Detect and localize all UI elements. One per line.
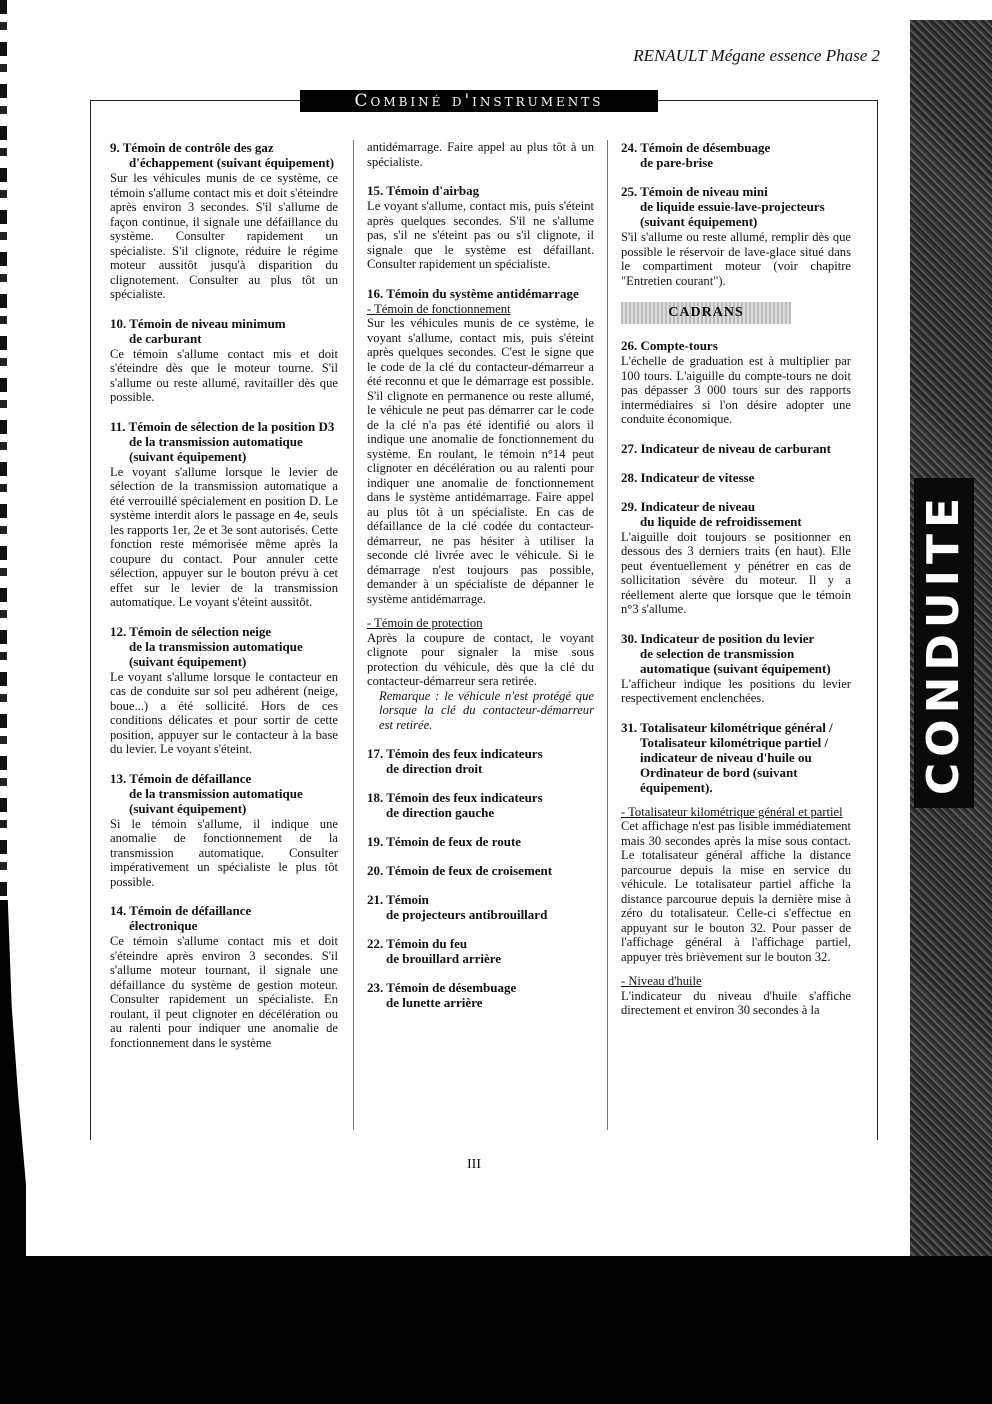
item-24 bbox=[621, 140, 851, 170]
item-body: Après la coupure de contact, le voyant clignote pour signaler la mise sous protection du véhicule, dès que la clé du contacteur-démarreur sera retirée. bbox=[367, 630, 594, 688]
item-body: Ce témoin s'allume contact mis et doit s'éteindre dès que le moteur tourne. S'il s'allume ou reste allumé, ravitailler dès que possible. bbox=[110, 346, 338, 404]
frame-right-rule bbox=[877, 100, 878, 1140]
item-title: 22. Témoin du feu bbox=[367, 936, 468, 951]
page-number: III bbox=[467, 1157, 481, 1172]
item-15 bbox=[367, 183, 594, 272]
item-subtitle: Totalisateur kilométrique partiel / indicateur de niveau d'huile ou Ordinateur de bord (suivant équipement). bbox=[640, 734, 829, 795]
item-10 bbox=[110, 316, 338, 405]
item-body: Le voyant s'allume, contact mis, puis s'éteint après quelques secondes. S'il ne s'allume pas, s'il ne s'éteint pas ou s'il clignote, il signale que le système est défaillant. Consulter rapidement un spécialiste. bbox=[367, 199, 594, 271]
item-title: 17. Témoin des feux indicateurs bbox=[367, 746, 543, 761]
frame-left-rule bbox=[90, 100, 91, 1140]
item-subtitle: de projecteurs antibrouillard bbox=[386, 907, 548, 922]
item-body: L'afficheur indique les positions du levier respectivement enclenchées. bbox=[621, 676, 851, 705]
item-13 bbox=[110, 771, 338, 890]
item-subtitle: de lunette arrière bbox=[386, 995, 483, 1010]
item-subheading: - Témoin de protection bbox=[367, 616, 483, 630]
item-body: Ce témoin s'allume contact mis et doit s'éteindre après environ 3 secondes. S'il s'allume moteur tournant, il signale une défaillance du système de gestion moteur. Consulter rapidement un spécialiste. En roulant, il peut clignoter en décélération ou au ralenti pour indiquer une anomalie de fonctionnement dans le système bbox=[110, 934, 338, 1050]
item-body: Le voyant s'allume lorsque le levier de sélection de la transmission automatique a été verrouillé spécialement en position D. Le système interdit alors le passage en 4e, seuls les rapports 1er, 2e et 3e sont autorisés. Cette fonction reste mémorisée même après la coupure du contact. Pour annuler cette sélection, appuyer sur le bouton prévu à cet effet sur le levier de la transmission automatique. Le voyant s'éteint aussitôt. bbox=[110, 464, 338, 609]
item-subtitle: de la transmission automatique (suivant équipement) bbox=[129, 433, 303, 464]
item-subtitle: de pare-brise bbox=[640, 155, 714, 170]
item-subheading: - Témoin de fonctionnement bbox=[367, 301, 511, 316]
column-divider bbox=[353, 140, 354, 1130]
item-subtitle: de selection de transmission automatique (suivant équipement) bbox=[640, 645, 831, 676]
continuation-text: antidémarrage. Faire appel au plus tôt à un spécialiste. bbox=[367, 140, 594, 169]
item-subtitle: de direction gauche bbox=[386, 805, 495, 820]
item-26 bbox=[621, 338, 851, 427]
item-subtitle: de carburant bbox=[129, 330, 202, 346]
item-body: L'échelle de graduation est à multiplier par 100 tours. L'aiguille du compte-tours ne doit pas dépasser 3 000 tours sur des rapports intermédiaires si l'on désire adopter une conduite économique. bbox=[621, 354, 851, 426]
column-divider bbox=[607, 140, 608, 1130]
item-23 bbox=[367, 980, 594, 1010]
item-title: 28. Indicateur de vitesse bbox=[621, 469, 755, 485]
item-body: S'il s'allume ou reste allumé, remplir dès que possible le réservoir de lave-glace situé dans le compartiment moteur (voir chapitre "Entretien courant"). bbox=[621, 230, 851, 288]
item-subheading: - Niveau d'huile bbox=[621, 974, 702, 988]
item-30 bbox=[621, 631, 851, 706]
item-subtitle: de direction droit bbox=[386, 761, 483, 776]
item-title: 20. Témoin de feux de croisement bbox=[367, 863, 553, 878]
section-title: Combiné d'instruments bbox=[300, 90, 658, 112]
item-title: 18. Témoin des feux indicateurs bbox=[367, 790, 543, 805]
item-9 bbox=[110, 140, 338, 302]
item-body: L'indicateur du niveau d'huile s'affiche directement et environ 30 secondes à la bbox=[621, 988, 851, 1017]
item-18 bbox=[367, 790, 594, 820]
item-title: 30. Indicateur de position du levier bbox=[621, 630, 815, 646]
item-12 bbox=[110, 624, 338, 757]
item-19 bbox=[367, 834, 594, 849]
item-11 bbox=[110, 419, 338, 610]
item-subtitle: de la transmission automatique (suivant équipement) bbox=[129, 785, 303, 816]
item-title: 24. Témoin de désembuage bbox=[621, 140, 771, 155]
column-1 bbox=[110, 140, 338, 1064]
item-25 bbox=[621, 184, 851, 288]
item-body: Si le témoin s'allume, il indique une anomalie de fonctionnement de la transmission automatique. Consulter impérativement un spécialiste le plus tôt possible. bbox=[110, 816, 338, 889]
item-title: 12. Témoin de sélection neige bbox=[110, 623, 272, 639]
item-14 bbox=[110, 903, 338, 1050]
item-title: 14. Témoin de défaillance bbox=[110, 903, 252, 918]
item-title: 15. Témoin d'airbag bbox=[367, 183, 480, 198]
item-body: Le voyant s'allume lorsque le contacteur en cas de conduite sur sol peu adhérent (neige, boue...) a été sollicité. Hors de ces conditions délicates et pour sortir de cette position, appuyer sur le contacteur à la base du levier. Le voyant s'éteint. bbox=[110, 669, 338, 756]
item-subtitle: de brouillard arrière bbox=[386, 951, 502, 966]
item-title: 27. Indicateur de niveau de carburant bbox=[621, 440, 831, 456]
item-31 bbox=[621, 720, 851, 1018]
item-title: 16. Témoin du système antidémarrage bbox=[367, 285, 579, 301]
item-subtitle: de liquide essuie-lave-projecteurs (suivant équipement) bbox=[640, 199, 825, 229]
item-title: 10. Témoin de niveau minimum bbox=[110, 315, 286, 331]
item-title: 21. Témoin bbox=[367, 892, 429, 907]
scan-shadow bbox=[0, 900, 26, 1256]
item-17 bbox=[367, 746, 594, 776]
running-title: RENAULT Mégane essence Phase 2 bbox=[633, 46, 880, 65]
item-body: Sur les véhicules munis de ce système, le voyant s'allume, contact mis, puis s'éteint après quelques secondes. C'est le signe que le code de la clé du contacteur-démarreur a été reconnu et que le démarrage est possible. S'il clignote en permanence ou reste allumé, le véhicule ne peut pas démarrer car le code de la clé n'a pas été identifié ou alors il indique une anomalie de fonctionnement du système. En roulant, le témoin n°14 peut clignoter en décélération ou au ralenti pour indiquer une anomalie de fonctionnement dans le système antidémarrage. Faire appel au plus tôt à un spécialiste. En cas de défaillance de la clé codée du contacteur-démarreur, ne pas hésiter à utiliser la seconde clé livrée avec le véhicule. Si le démarrage n'est toujours pas possible, demander à un spécialiste de dépanner le système antidémarrage. bbox=[367, 316, 594, 606]
side-tab-label: CONDUITE bbox=[914, 478, 974, 808]
remark-note: Remarque : le véhicule n'est protégé que lorsque la clé du contacteur-démarreur est retirée. bbox=[379, 688, 594, 732]
item-16 bbox=[367, 286, 594, 733]
cadrans-heading: CADRANS bbox=[621, 302, 791, 324]
item-title: 25. Témoin de niveau mini bbox=[621, 184, 768, 199]
item-subtitle: d'échappement (suivant équipement) bbox=[129, 155, 335, 170]
item-title: 19. Témoin de feux de route bbox=[367, 834, 522, 849]
item-28 bbox=[621, 470, 851, 485]
item-29 bbox=[621, 499, 851, 617]
item-title: 29. Indicateur de niveau bbox=[621, 498, 756, 514]
item-title: 23. Témoin de désembuage bbox=[367, 980, 517, 995]
item-21 bbox=[367, 892, 594, 922]
item-title: 26. Compte-tours bbox=[621, 338, 718, 353]
item-body: L'aiguille doit toujours se positionner en dessous des 3 derniers traits (en haut). Elle peut éventuellement y pénétrer en cas de sollicitation sévère du moteur. Il y a réellement alerte que lorsque que le témoin n°3 s'allume. bbox=[621, 529, 851, 616]
item-title: 9. Témoin de contrôle des gaz bbox=[110, 140, 274, 155]
item-subtitle: de la transmission automatique (suivant équipement) bbox=[129, 638, 303, 669]
column-2 bbox=[367, 140, 594, 1024]
item-subtitle: du liquide de refroidissement bbox=[640, 513, 802, 529]
column-3 bbox=[621, 140, 851, 1032]
item-title: 13. Témoin de défaillance bbox=[110, 770, 252, 786]
item-22 bbox=[367, 936, 594, 966]
item-title: 11. Témoin de sélection de la position D3 bbox=[110, 418, 335, 434]
item-body: Sur les véhicules munis de ce système, ce témoin s'allume contact mis et doit s'éteindre après environ 3 secondes. S'il s'allume de façon continue, il signale une défaillance du système. Consulter rapidement un spécialiste. S'il clignote, réduire le régime moteur aussitôt jusqu'à disparition du clignotement. Consulter au plus tôt un spécialiste. bbox=[110, 171, 338, 301]
item-subtitle: électronique bbox=[129, 918, 198, 933]
item-title: 31. Totalisateur kilométrique général / bbox=[621, 719, 833, 735]
item-body: Cet affichage n'est pas lisible immédiatement mais 30 secondes après la mise sous contact. Le totalisateur général affiche la distance parcourue depuis la mise en service du véhicule. Le totalisateur partiel affiche la distance parcourue depuis la dernière mise à zéro du totalisateur. Celle-ci s'effectue en appuyant sur le bouton 32. Pour passer de l'affichage général à l'affichage partiel, appuyer très brièvement sur le bouton 32. bbox=[621, 819, 851, 964]
item-20 bbox=[367, 863, 594, 878]
item-subheading: - Totalisateur kilométrique général et partiel bbox=[621, 804, 843, 819]
item-27 bbox=[621, 441, 851, 456]
scan-bottom-border bbox=[0, 1256, 992, 1404]
